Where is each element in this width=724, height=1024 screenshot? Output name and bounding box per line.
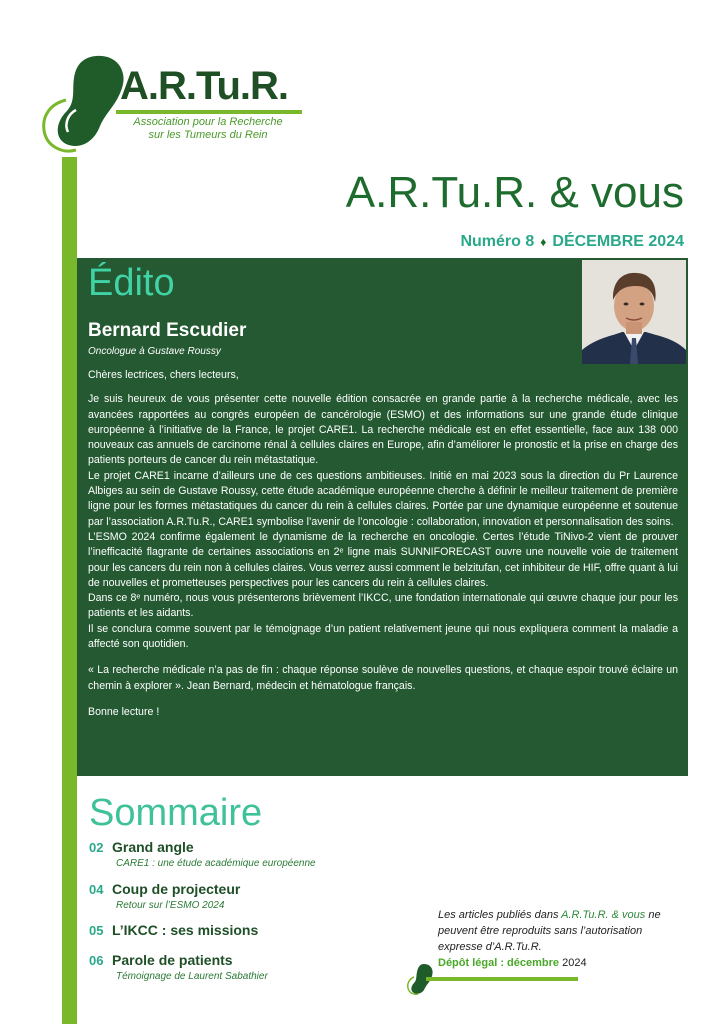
edito-closing: Bonne lecture ! (88, 705, 160, 718)
logo-subtitle-line1: Association pour la Recherche (133, 116, 283, 128)
author-photo (582, 260, 686, 364)
edito-paragraph: Il se conclura comme souvent par le témoignage d’un patient relativement jeune qui nous expliquera comment la maladie a affecté son quotidien. (88, 622, 678, 651)
edito-heading: Édito (88, 262, 175, 304)
decorative-side-bar (62, 157, 77, 1024)
toc-title: L’IKCC : ses missions (112, 922, 259, 938)
depot-legal-label: Dépôt légal : décembre (438, 957, 560, 969)
toc-title: Parole de patients (112, 952, 233, 968)
edito-paragraph: L’ESMO 2024 confirme également le dynamisme de la recherche en oncologie. Certes l’étude TiNivo-2 vient de prouver l’inefficacité flagrante de certaines associations en 2ᵉ ligne mais SUNNIFORECAST ouvre une nouvelle voie de traitement pour les cancers du rein non à cellules claires. Vous verrez aussi comment le belzitufan, cet inhibiteur de HIF, offre quant à lui de nouvelles et prometteuses perspectives pour les cancers du rein à cellules claires. (88, 530, 678, 589)
newsletter-title: A.R.Tu.R. & vous (345, 168, 684, 217)
depot-legal-year: 2024 (562, 957, 587, 969)
toc-title: Coup de projecteur (112, 881, 241, 897)
logo-subtitle-line2: sur les Tumeurs du Rein (148, 129, 268, 141)
edito-section (77, 258, 688, 776)
edito-quote: « La recherche médicale n’a pas de fin : chaque réponse soulève de nouvelles questions, et chaque espoir trouvé éclaire un chemin à explorer ». Jean Bernard, médecin et hématologue français. (88, 664, 678, 692)
logo-subtitle (118, 116, 298, 142)
issue-number: Numéro 8 (460, 233, 535, 250)
edito-paragraph: Je suis heureux de vous présenter cette nouvelle édition consacrée en grande partie à la recherche médicale, avec les avancées rapportées au congrès européen de cancérologie (ESMO) et des informations sur une grande étude clinique européenne à l’initiative de la France, le projet CARE1. La recherche médicale est en effet essentielle, face aux 138 000 nouveaux cas annuels de carcinome rénal à cellules claires en Europe, afin d’améliorer le pronostic et la prise en charge des patients porteurs de cancer du rein métastatique. (88, 393, 678, 467)
edito-body (88, 368, 678, 720)
edito-greeting: Chères lectrices, chers lecteurs, (88, 369, 239, 381)
artur-logo-icon (36, 50, 126, 160)
toc-page-number: 06 (89, 953, 104, 968)
toc-page-number: 05 (89, 923, 104, 938)
toc-subtitle: CARE1 : une étude académique européenne (116, 858, 316, 869)
legal-notice (438, 907, 688, 971)
legal-text-part1: Les articles publiés dans (438, 909, 562, 921)
legal-brand: A.R.Tu.R. & vous (561, 909, 646, 921)
author-name: Bernard Escudier (88, 320, 247, 341)
bottom-rule (426, 977, 578, 981)
edito-paragraph: Le projet CARE1 incarne d’ailleurs une de ces questions ambitieuses. Initié en mai 2023 sous la direction du Pr Laurence Albiges au sein de Gustave Roussy, cette étude académique européenne cherche à définir le meilleur traitement de première ligne pour les formes métastatiques du cancer du rein à cellules claires. Portée par une dynamique européenne et soutenue par l’association A.R.Tu.R., CARE1 symbolise l’avenir de l’oncologie : collaboration, innovation et personnalisation des soins. (88, 469, 678, 528)
author-role: Oncologue à Gustave Roussy (88, 346, 221, 357)
toc-title: Grand angle (112, 839, 194, 855)
issue-date: DÉCEMBRE 2024 (552, 233, 684, 250)
toc-subtitle: Témoignage de Laurent Sabathier (116, 971, 268, 982)
edito-paragraph: Dans ce 8ᵉ numéro, nous vous présenterons brièvement l’IKCC, une fondation internationale qui œuvre chaque jour pour les patients et les aidants. (88, 592, 678, 620)
toc-subtitle: Retour sur l’ESMO 2024 (116, 900, 225, 911)
sommaire-heading: Sommaire (89, 792, 263, 834)
logo-underline (116, 110, 302, 114)
toc-page-number: 04 (89, 882, 104, 897)
toc-page-number: 02 (89, 840, 104, 855)
logo-title: A.R.Tu.R. (120, 64, 289, 108)
separator-diamond-icon: ♦ (540, 235, 547, 249)
legal-text-part2: ne peuvent être reproduits sans l’autorisation expresse d’A.R.Tu.R. (438, 909, 661, 953)
issue-line (460, 233, 684, 251)
